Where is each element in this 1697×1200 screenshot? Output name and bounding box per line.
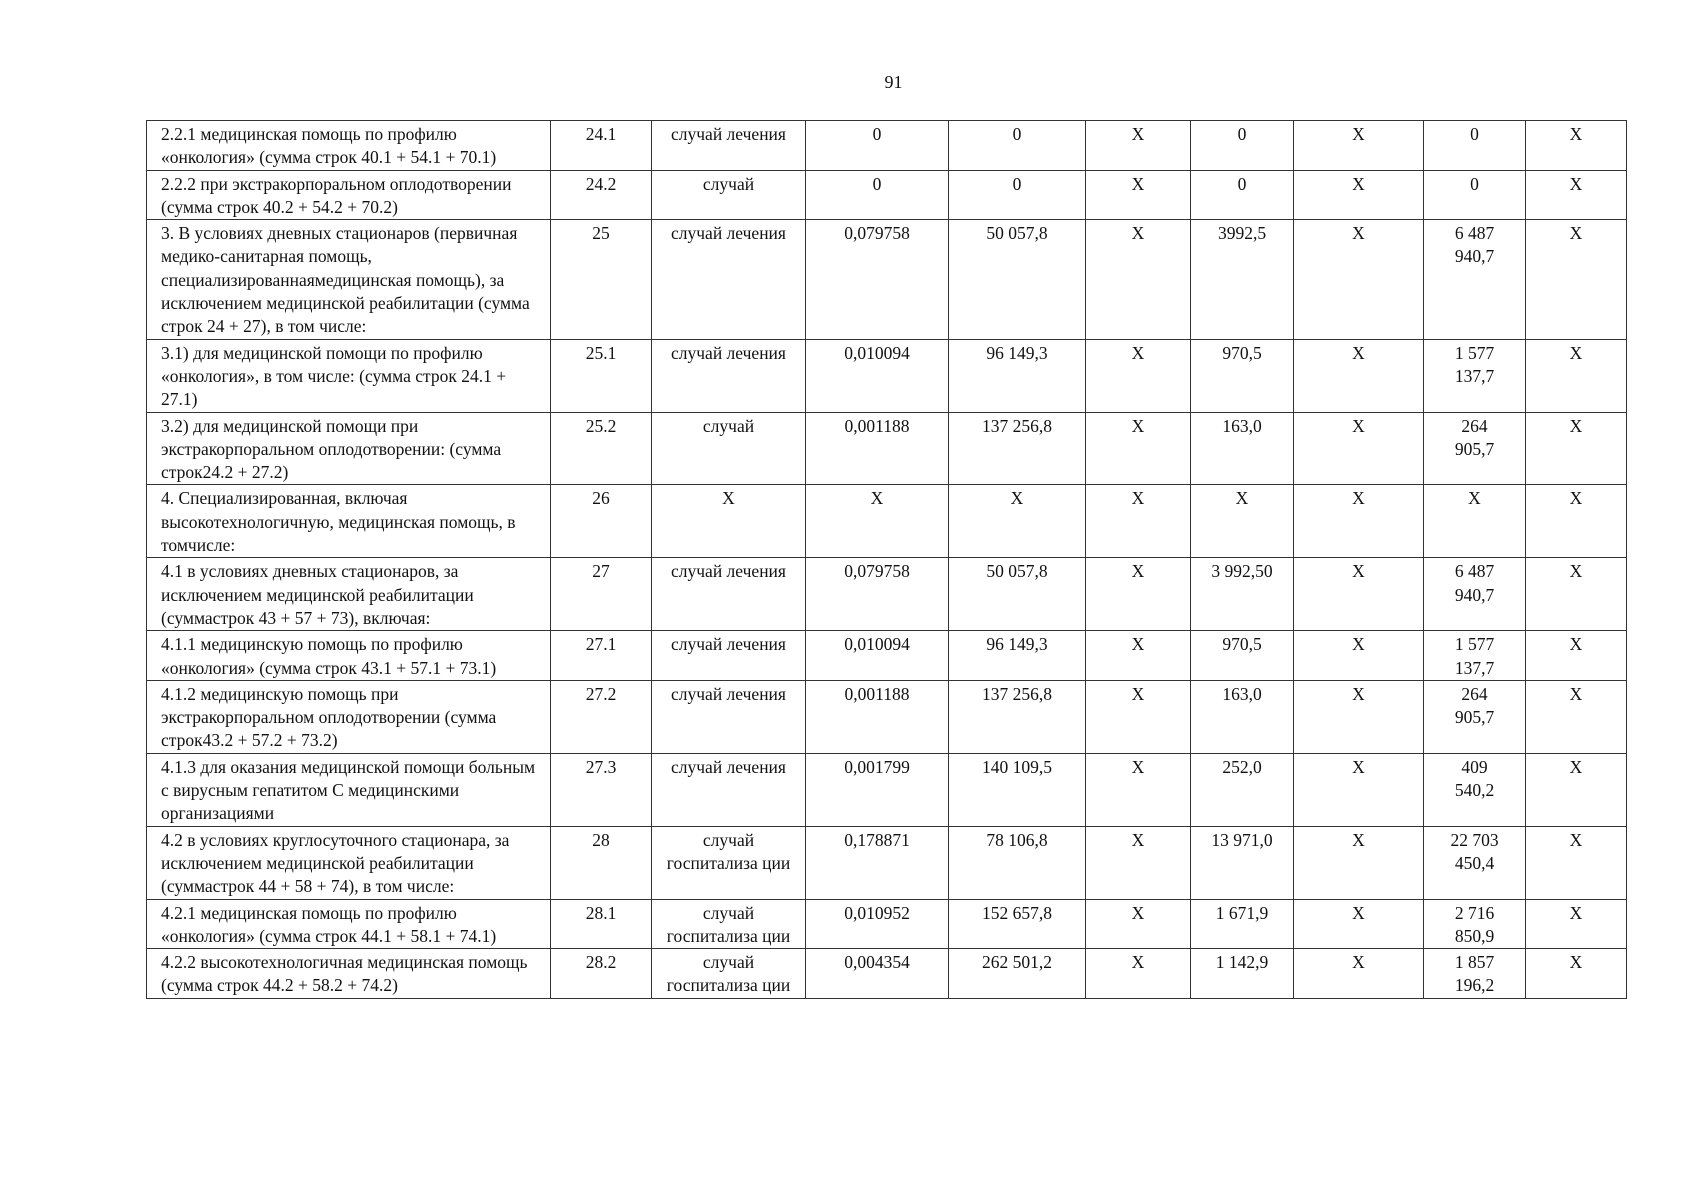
volume-norm-cell: 0,010094 (806, 631, 949, 681)
per-capita-cell: 970,5 (1191, 339, 1294, 412)
cost-norm-cell: Х (949, 485, 1086, 558)
cost-norm-cell: 78 106,8 (949, 826, 1086, 899)
cost-norm-cell: 140 109,5 (949, 753, 1086, 826)
column-8-cell: Х (1294, 558, 1424, 631)
column-6-cell: Х (1086, 631, 1191, 681)
table-row (147, 899, 1627, 949)
line-number-cell: 27.3 (551, 753, 652, 826)
column-6-cell: Х (1086, 412, 1191, 485)
total-cost-cell: 264 905,7 (1424, 680, 1526, 753)
table-row (147, 220, 1627, 339)
unit-cell: случай госпитализа ции (652, 826, 806, 899)
per-capita-cell: Х (1191, 485, 1294, 558)
cost-norm-cell: 0 (949, 121, 1086, 171)
per-capita-cell: 970,5 (1191, 631, 1294, 681)
total-cost-cell: 6 487 940,7 (1424, 558, 1526, 631)
cost-norm-cell: 96 149,3 (949, 339, 1086, 412)
unit-cell: случай (652, 170, 806, 220)
row-name-cell: 4.2.1 медицинская помощь по профилю «онкология» (сумма строк 44.1 + 58.1 + 74.1) (147, 899, 551, 949)
column-6-cell: Х (1086, 220, 1191, 339)
per-capita-cell: 13 971,0 (1191, 826, 1294, 899)
column-8-cell: Х (1294, 949, 1424, 999)
column-8-cell: Х (1294, 220, 1424, 339)
per-capita-cell: 0 (1191, 170, 1294, 220)
unit-cell: случай лечения (652, 121, 806, 171)
column-10-cell: Х (1526, 170, 1627, 220)
column-6-cell: Х (1086, 558, 1191, 631)
column-6-cell: Х (1086, 485, 1191, 558)
row-name-cell: 4. Специализированная, включая высокотехнологичную, медицинская помощь, в томчисле: (147, 485, 551, 558)
table-row (147, 485, 1627, 558)
row-name-cell: 3. В условиях дневных стационаров (первичная медико-санитарная помощь, специализированнаямедицинская помощь), за исключением медицинской реабилитации (сумма строк 24 + 27), в том числе: (147, 220, 551, 339)
line-number-cell: 24.1 (551, 121, 652, 171)
column-8-cell: Х (1294, 170, 1424, 220)
column-6-cell: Х (1086, 680, 1191, 753)
per-capita-cell: 163,0 (1191, 412, 1294, 485)
total-cost-cell: 6 487 940,7 (1424, 220, 1526, 339)
line-number-cell: 26 (551, 485, 652, 558)
cost-norm-cell: 50 057,8 (949, 558, 1086, 631)
column-6-cell: Х (1086, 949, 1191, 999)
cost-norm-cell: 96 149,3 (949, 631, 1086, 681)
unit-cell: Х (652, 485, 806, 558)
total-cost-cell: 0 (1424, 121, 1526, 171)
volume-norm-cell: 0,004354 (806, 949, 949, 999)
table-row (147, 339, 1627, 412)
cost-norm-cell: 137 256,8 (949, 412, 1086, 485)
column-10-cell: Х (1526, 899, 1627, 949)
line-number-cell: 27.1 (551, 631, 652, 681)
column-10-cell: Х (1526, 412, 1627, 485)
column-8-cell: Х (1294, 121, 1424, 171)
total-cost-cell: 1 857 196,2 (1424, 949, 1526, 999)
column-10-cell: Х (1526, 826, 1627, 899)
total-cost-cell: 22 703 450,4 (1424, 826, 1526, 899)
volume-norm-cell: 0 (806, 170, 949, 220)
row-name-cell: 4.2.2 высокотехнологичная медицинская помощь (сумма строк 44.2 + 58.2 + 74.2) (147, 949, 551, 999)
volume-norm-cell: 0,001188 (806, 412, 949, 485)
row-name-cell: 4.2 в условиях круглосуточного стационара, за исключением медицинской реабилитации (суммастрок 44 + 58 + 74), в том числе: (147, 826, 551, 899)
unit-cell: случай госпитализа ции (652, 899, 806, 949)
row-name-cell: 4.1 в условиях дневных стационаров, за исключением медицинской реабилитации (суммастрок 43 + 57 + 73), включая: (147, 558, 551, 631)
per-capita-cell: 1 142,9 (1191, 949, 1294, 999)
total-cost-cell: 409 540,2 (1424, 753, 1526, 826)
cost-norm-cell: 0 (949, 170, 1086, 220)
volume-norm-cell: 0,178871 (806, 826, 949, 899)
total-cost-cell: 2 716 850,9 (1424, 899, 1526, 949)
column-6-cell: Х (1086, 826, 1191, 899)
row-name-cell: 3.2) для медицинской помощи при экстракорпоральном оплодотворении: (сумма строк24.2 + 27.2) (147, 412, 551, 485)
column-8-cell: Х (1294, 339, 1424, 412)
per-capita-cell: 1 671,9 (1191, 899, 1294, 949)
unit-cell: случай лечения (652, 558, 806, 631)
total-cost-cell: 1 577 137,7 (1424, 339, 1526, 412)
line-number-cell: 28.1 (551, 899, 652, 949)
per-capita-cell: 3 992,50 (1191, 558, 1294, 631)
line-number-cell: 27 (551, 558, 652, 631)
row-name-cell: 2.2.1 медицинская помощь по профилю «онкология» (сумма строк 40.1 + 54.1 + 70.1) (147, 121, 551, 171)
volume-norm-cell: 0,079758 (806, 220, 949, 339)
column-10-cell: Х (1526, 631, 1627, 681)
column-10-cell: Х (1526, 220, 1627, 339)
per-capita-cell: 0 (1191, 121, 1294, 171)
cost-norm-cell: 137 256,8 (949, 680, 1086, 753)
table-row (147, 631, 1627, 681)
line-number-cell: 24.2 (551, 170, 652, 220)
cost-norm-cell: 262 501,2 (949, 949, 1086, 999)
data-table (146, 120, 1627, 999)
column-10-cell: Х (1526, 339, 1627, 412)
column-10-cell: Х (1526, 949, 1627, 999)
volume-norm-cell: 0 (806, 121, 949, 171)
table-row (147, 412, 1627, 485)
line-number-cell: 28.2 (551, 949, 652, 999)
column-10-cell: Х (1526, 680, 1627, 753)
column-8-cell: Х (1294, 753, 1424, 826)
per-capita-cell: 252,0 (1191, 753, 1294, 826)
total-cost-cell: 1 577 137,7 (1424, 631, 1526, 681)
column-8-cell: Х (1294, 826, 1424, 899)
column-10-cell: Х (1526, 485, 1627, 558)
table-row (147, 826, 1627, 899)
volume-norm-cell: 0,010952 (806, 899, 949, 949)
column-10-cell: Х (1526, 121, 1627, 171)
total-cost-cell: Х (1424, 485, 1526, 558)
row-name-cell: 4.1.3 для оказания медицинской помощи больным с вирусным гепатитом С медицинскими организациями (147, 753, 551, 826)
column-6-cell: Х (1086, 121, 1191, 171)
row-name-cell: 4.1.1 медицинскую помощь по профилю «онкология» (сумма строк 43.1 + 57.1 + 73.1) (147, 631, 551, 681)
column-10-cell: Х (1526, 558, 1627, 631)
page-number: 91 (884, 72, 903, 92)
column-6-cell: Х (1086, 753, 1191, 826)
total-cost-cell: 0 (1424, 170, 1526, 220)
volume-norm-cell: Х (806, 485, 949, 558)
table-row (147, 170, 1627, 220)
unit-cell: случай лечения (652, 753, 806, 826)
line-number-cell: 25.1 (551, 339, 652, 412)
row-name-cell: 4.1.2 медицинскую помощь при экстракорпоральном оплодотворении (сумма строк43.2 + 57.2 + 73.2) (147, 680, 551, 753)
unit-cell: случай лечения (652, 220, 806, 339)
column-8-cell: Х (1294, 899, 1424, 949)
line-number-cell: 27.2 (551, 680, 652, 753)
volume-norm-cell: 0,079758 (806, 558, 949, 631)
table-row (147, 558, 1627, 631)
volume-norm-cell: 0,001799 (806, 753, 949, 826)
table-body (147, 121, 1627, 999)
table-row (147, 680, 1627, 753)
column-8-cell: Х (1294, 631, 1424, 681)
line-number-cell: 28 (551, 826, 652, 899)
column-8-cell: Х (1294, 680, 1424, 753)
line-number-cell: 25.2 (551, 412, 652, 485)
column-8-cell: Х (1294, 485, 1424, 558)
per-capita-cell: 3992,5 (1191, 220, 1294, 339)
column-6-cell: Х (1086, 899, 1191, 949)
total-cost-cell: 264 905,7 (1424, 412, 1526, 485)
column-6-cell: Х (1086, 339, 1191, 412)
cost-norm-cell: 50 057,8 (949, 220, 1086, 339)
volume-norm-cell: 0,001188 (806, 680, 949, 753)
row-name-cell: 2.2.2 при экстракорпоральном оплодотворении (сумма строк 40.2 + 54.2 + 70.2) (147, 170, 551, 220)
volume-norm-cell: 0,010094 (806, 339, 949, 412)
unit-cell: случай лечения (652, 631, 806, 681)
column-6-cell: Х (1086, 170, 1191, 220)
unit-cell: случай (652, 412, 806, 485)
line-number-cell: 25 (551, 220, 652, 339)
unit-cell: случай лечения (652, 680, 806, 753)
column-10-cell: Х (1526, 753, 1627, 826)
table-row (147, 949, 1627, 999)
table-row (147, 121, 1627, 171)
unit-cell: случай госпитализа ции (652, 949, 806, 999)
column-8-cell: Х (1294, 412, 1424, 485)
row-name-cell: 3.1) для медицинской помощи по профилю «онкология», в том числе: (сумма строк 24.1 + 27.1) (147, 339, 551, 412)
cost-norm-cell: 152 657,8 (949, 899, 1086, 949)
per-capita-cell: 163,0 (1191, 680, 1294, 753)
table-row (147, 753, 1627, 826)
unit-cell: случай лечения (652, 339, 806, 412)
